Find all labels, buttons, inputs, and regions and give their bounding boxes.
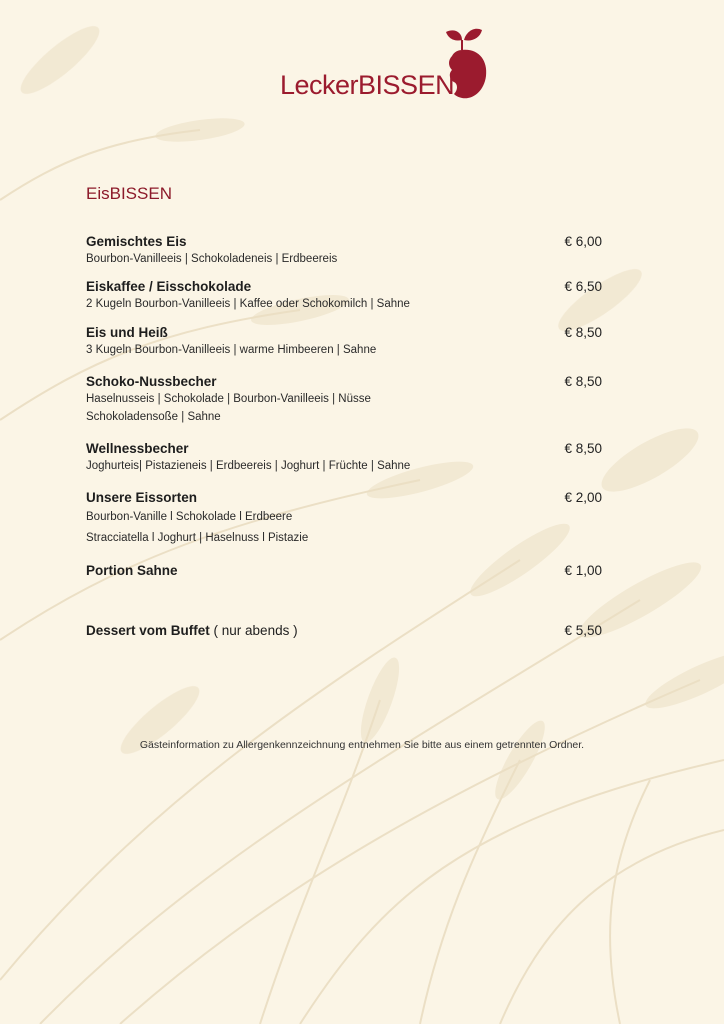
item-name: Gemischtes Eis [86, 234, 187, 249]
menu-item-gemischtes-eis [86, 233, 602, 268]
item-price: € 8,50 [564, 441, 602, 456]
item-desc: Stracciatella l Joghurt | Haselnuss l Pistazie [86, 532, 309, 544]
item-name [86, 622, 602, 639]
item-name: Schoko-Nussbecher [86, 374, 217, 389]
item-desc: Joghurteis| Pistazieneis | Erdbeereis | Joghurt | Früchte | Sahne [86, 460, 411, 472]
item-desc: Bourbon-Vanille l Schokolade l Erdbeere [86, 511, 293, 523]
menu-item-unsere-eissorten [86, 489, 602, 548]
item-name: Eis und Heiß [86, 325, 168, 340]
item-desc: Bourbon-Vanilleeis | Schokoladeneis | Erdbeereis [86, 253, 338, 265]
menu-item-dessert-vom-buffet [86, 622, 602, 639]
item-price: € 8,50 [564, 325, 602, 340]
item-price: € 5,50 [564, 623, 602, 638]
item-price: € 1,00 [564, 563, 602, 578]
menu-item-portion-sahne [86, 562, 602, 579]
item-name: Unsere Eissorten [86, 490, 198, 505]
item-price: € 8,50 [564, 374, 602, 389]
item-price: € 6,00 [564, 234, 602, 249]
logo [280, 26, 490, 106]
menu-item-eis-und-heiss [86, 324, 602, 359]
item-name: Eiskaffee / Eisschokolade [86, 279, 252, 294]
menu-item-eiskaffee [86, 278, 602, 313]
item-name-text: Dessert vom Buffet [86, 623, 210, 638]
menu-item-schoko-nussbecher [86, 373, 602, 426]
item-name: Portion Sahne [86, 563, 178, 578]
item-name: Wellnessbecher [86, 441, 189, 456]
item-price: € 2,00 [564, 490, 602, 505]
item-desc: Schokoladensoße | Sahne [86, 411, 221, 423]
bitten-apple-icon [428, 26, 490, 104]
item-desc: Haselnusseis | Schokolade | Bourbon-Vanilleeis | Nüsse [86, 393, 371, 405]
section-title: EisBISSEN [86, 184, 172, 203]
menu-item-wellnessbecher [86, 440, 602, 475]
item-desc: 2 Kugeln Bourbon-Vanilleeis | Kaffee oder Schokomilch | Sahne [86, 298, 410, 310]
logo-text: LeckerBISSEN [280, 70, 455, 100]
item-desc: 3 Kugeln Bourbon-Vanilleeis | warme Himbeeren | Sahne [86, 344, 377, 356]
item-note: ( nur abends ) [209, 623, 298, 638]
item-price: € 6,50 [564, 279, 602, 294]
allergen-footer-note: Gästeinformation zu Allergenkennzeichnung entnehmen Sie bitte aus einem getrennten Ordner. [139, 739, 585, 751]
